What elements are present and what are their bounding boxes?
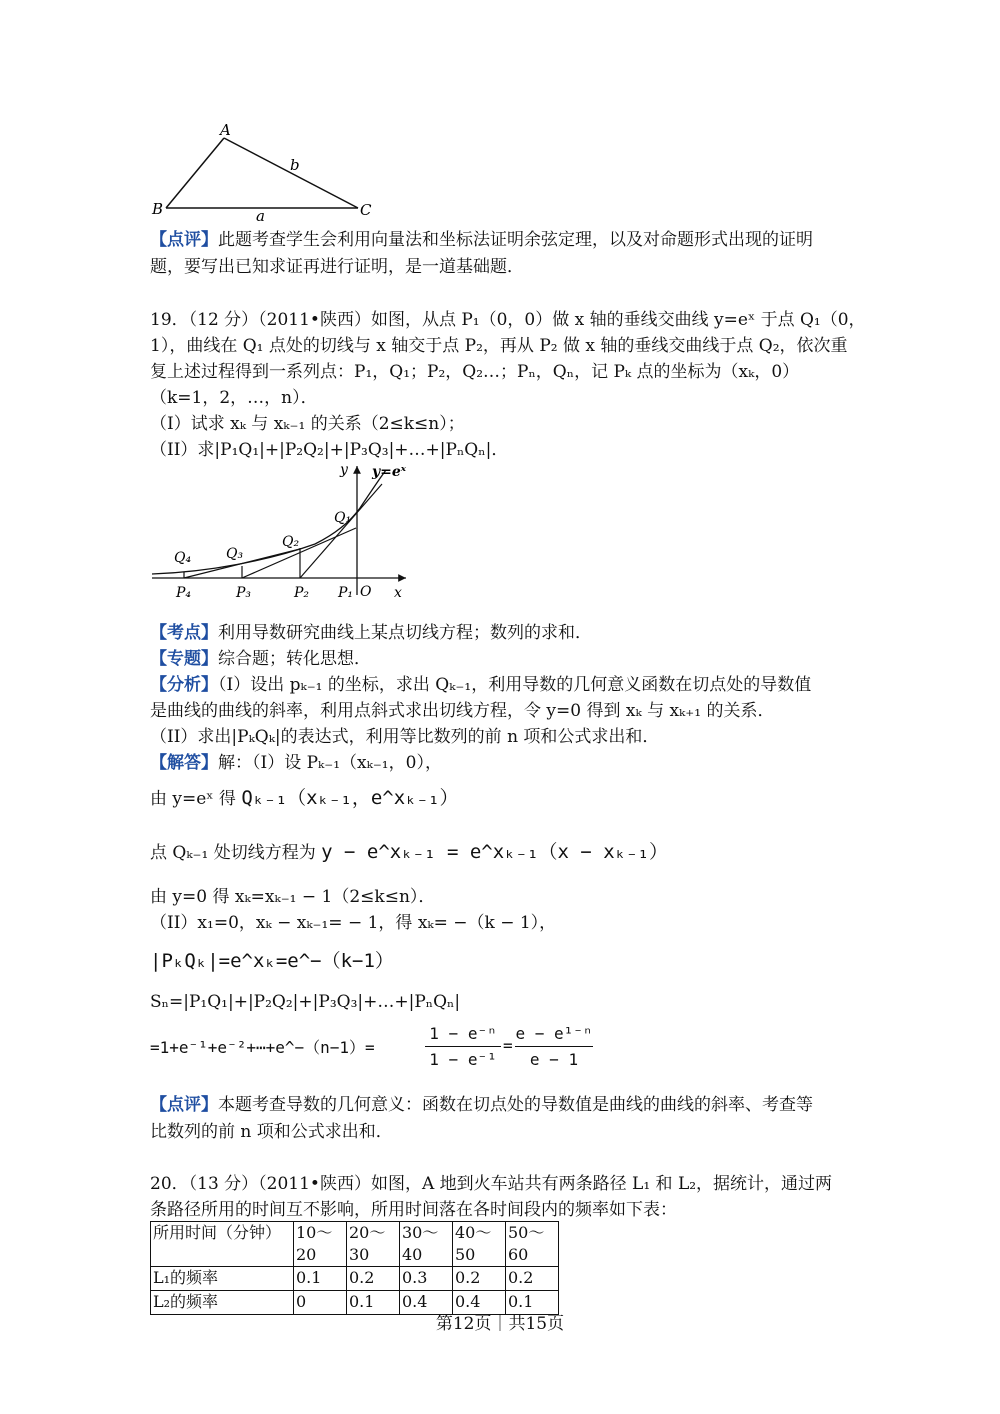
comment-tag: 【点评】 — [150, 230, 218, 250]
table-row — [151, 1267, 559, 1291]
q19-line2: 1），曲线在 Q₁ 点处的切线与 x 轴交于点 P₂，再从 P₂ 做 x 轴的垂线交曲线于点 Q₂，依次重 — [150, 336, 848, 356]
fenxi-line3: （II）求出|PₖQₖ|的表达式，利用等比数列的前 n 项和公式求出和． — [150, 727, 660, 747]
jieda-line5: （II）x₁=0，xₖ − xₖ₋₁= − 1，得 xₖ= −（k − 1）， — [150, 913, 557, 933]
jieda-line2 — [150, 786, 458, 811]
table-cell: L₂的频率 — [151, 1291, 294, 1315]
table-cell: L₁的频率 — [151, 1267, 294, 1291]
Q1-label: Q₁ — [334, 510, 352, 526]
jieda-l2a: 由 y=eˣ 得 — [150, 789, 236, 809]
triangle-figure — [148, 118, 388, 228]
q20-line2: 条路径所用的时间互不影响，所用时间落在各时间段内的频率如下表： — [150, 1200, 677, 1220]
y-axis-label: y — [340, 462, 348, 478]
kaodian-text: 利用导数研究曲线上某点切线方程；数列的求和． — [218, 623, 592, 643]
jieda-l3a: 点 Qₖ₋₁ 处切线方程为 — [150, 843, 316, 863]
comment19-text: 本题考查导数的几何意义：函数在切点处的导数值是曲线的曲线的斜率、考查等 — [218, 1095, 813, 1115]
table-cell: 0.2 — [506, 1267, 559, 1291]
jieda-line7: Sₙ=|P₁Q₁|+|P₂Q₂|+|P₃Q₃|+…+|PₙQₙ| — [150, 992, 461, 1012]
Q2-label: Q₂ — [282, 534, 300, 550]
vertex-A-label: A — [220, 121, 231, 139]
q19-part1: （I）试求 xₖ 与 xₖ₋₁ 的关系（2≤k≤n）； — [150, 414, 465, 434]
frequency-table — [150, 1221, 559, 1315]
fraction-2-numerator: e − e¹⁻ⁿ — [515, 1022, 593, 1047]
x-axis-label: x — [394, 585, 402, 601]
P1-label: P₁ — [338, 585, 354, 601]
jieda-line8 — [150, 1036, 375, 1060]
table-header-row — [151, 1222, 559, 1267]
table-header-cell: 30～40 — [400, 1222, 453, 1267]
comment18-line2: 题，要写出已知求证再进行证明，是一道基础题． — [150, 257, 524, 277]
comment18-line1 — [150, 228, 813, 252]
formula-Qk-1: Qₖ₋₁（xₖ₋₁，e^xₖ₋₁） — [241, 787, 459, 809]
series-sum: =1+e⁻¹+e⁻²+⋯+e^−（n−1）= — [150, 1038, 375, 1057]
table-cell: 0.1 — [294, 1267, 347, 1291]
Q4-label: Q₄ — [174, 550, 192, 566]
q19-line1: 19．（12 分）（2011•陕西）如图，从点 P₁（0，0）做 x 轴的垂线交曲线 y=eˣ 于点 Q₁（0， — [150, 310, 866, 330]
table-header-cell: 40～50 — [453, 1222, 506, 1267]
comment19-line1 — [150, 1093, 813, 1117]
jieda-line4: 由 y=0 得 xₖ=xₖ₋₁ − 1（2≤k≤n）． — [150, 887, 436, 907]
origin-label: O — [360, 584, 372, 600]
page-footer: 第12页｜共15页 — [435, 1314, 565, 1334]
table-cell: 0.1 — [506, 1291, 559, 1315]
vertex-C-label: C — [360, 201, 372, 219]
table-cell: 0.3 — [400, 1267, 453, 1291]
fenxi-tag: 【分析】 — [150, 675, 218, 695]
q19-line3: 复上述过程得到一系列点：P₁，Q₁；P₂，Q₂…；Pₙ，Qₙ，记 Pₖ 点的坐标为（xₖ，0） — [150, 362, 800, 382]
formula-tangent: y − e^xₖ₋₁ = e^xₖ₋₁（x − xₖ₋₁） — [321, 841, 668, 863]
table-cell: 0.4 — [453, 1291, 506, 1315]
Q3-label: Q₃ — [226, 546, 244, 562]
jieda-line3 — [150, 840, 668, 865]
q19-part2: （II）求|P₁Q₁|+|P₂Q₂|+|P₃Q₃|+…+|PₙQₙ|． — [150, 440, 509, 460]
fraction-2 — [515, 1022, 593, 1073]
zhuanti-tag: 【专题】 — [150, 649, 218, 669]
comment19-tag: 【点评】 — [150, 1095, 218, 1115]
fraction-1-numerator: 1 − e⁻ⁿ — [425, 1022, 501, 1047]
table-cell: 0.2 — [347, 1267, 400, 1291]
tangent-Q1 — [300, 484, 382, 578]
jieda-text: 解：（I）设 Pₖ₋₁（xₖ₋₁，0）， — [218, 753, 442, 773]
fenxi-line2: 是曲线的曲线的斜率，利用点斜式求出切线方程，令 y=0 得到 xₖ 与 xₖ₊₁ 的关系． — [150, 701, 775, 721]
table-cell: 0.1 — [347, 1291, 400, 1315]
jieda-line6: |PₖQₖ|=e^xₖ=e^−（k−1） — [150, 950, 394, 972]
q20-line1: 20．（13 分）（2011•陕西）如图，A 地到火车站共有两条路径 L₁ 和 L₂，据统计，通过两 — [150, 1174, 833, 1194]
P4-label: P₄ — [176, 585, 192, 601]
fenxi-line1 — [150, 673, 811, 697]
side-AB — [166, 138, 224, 208]
exp-curve-graph — [150, 460, 420, 605]
P2-label: P₂ — [294, 585, 310, 601]
kaodian-tag: 【考点】 — [150, 623, 218, 643]
table-header-cell: 所用时间（分钟） — [151, 1222, 294, 1267]
side-b-label: b — [290, 156, 300, 174]
kaodian — [150, 621, 592, 645]
fenxi-text: （I）设出 pₖ₋₁ 的坐标，求出 Qₖ₋₁，利用导数的几何意义函数在切点处的导数值 — [218, 675, 812, 695]
zhuanti-text: 综合题；转化思想． — [218, 649, 371, 669]
table-cell: 0.4 — [400, 1291, 453, 1315]
table-header-cell: 10～20 — [294, 1222, 347, 1267]
fraction-1 — [425, 1022, 501, 1073]
q19-line4: （k=1，2，…，n）． — [150, 388, 318, 408]
jieda-tag: 【解答】 — [150, 753, 218, 773]
table-cell: 0.2 — [453, 1267, 506, 1291]
zhuanti — [150, 647, 371, 671]
curve-label: y=eˣ — [372, 464, 407, 480]
fraction-1-denominator: 1 − e⁻¹ — [429, 1050, 497, 1069]
fraction-2-denominator: e − 1 — [529, 1050, 579, 1069]
jieda-line1 — [150, 751, 442, 775]
side-a-label: a — [256, 207, 265, 225]
comment-text: 此题考查学生会利用向量法和坐标法证明余弦定理，以及对命题形式出现的证明 — [218, 230, 813, 250]
comment19-line2: 比数列的前 n 项和公式求出和． — [150, 1122, 393, 1142]
P3-label: P₃ — [236, 585, 252, 601]
table-header-cell: 20～30 — [347, 1222, 400, 1267]
table-cell: 0 — [294, 1291, 347, 1315]
table-header-cell: 50～60 — [506, 1222, 559, 1267]
equals-sign: = — [503, 1036, 513, 1055]
vertex-B-label: B — [152, 200, 164, 218]
